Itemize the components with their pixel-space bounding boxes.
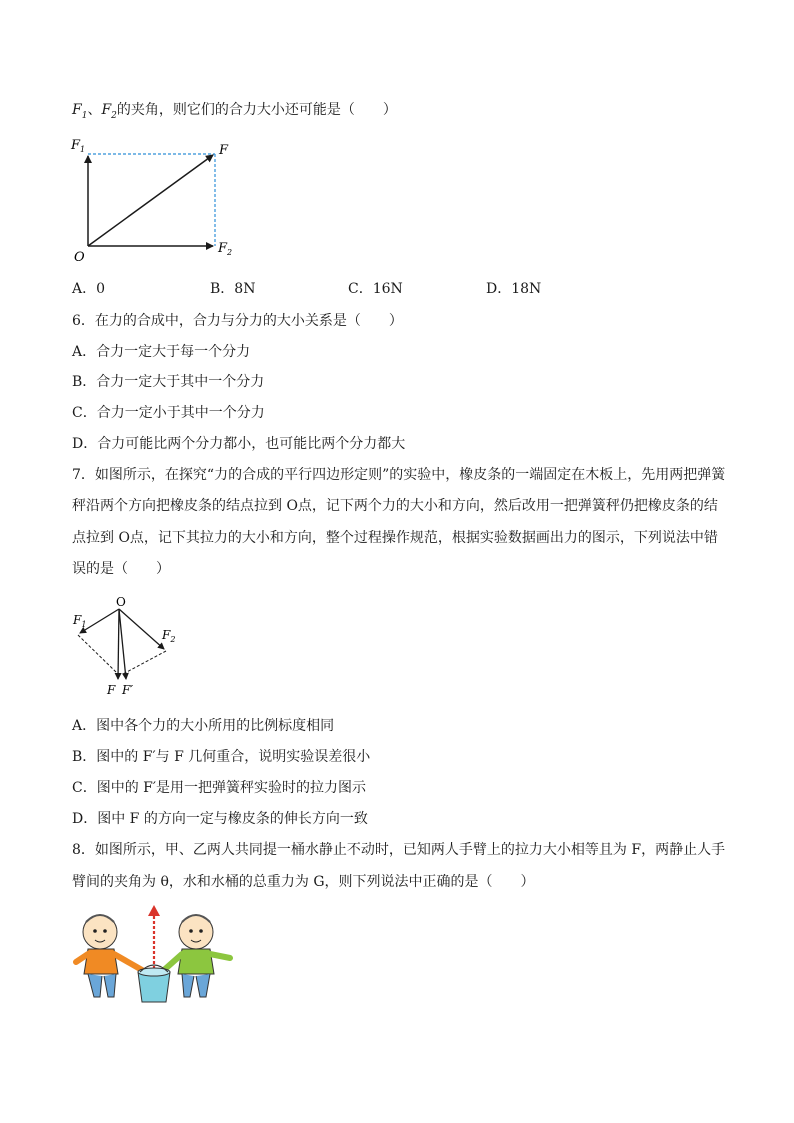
f-arrow — [118, 609, 119, 679]
var-f2: F — [101, 102, 112, 118]
q7-option-d: D．图中 F 的方向一定与橡皮条的伸长方向一致 — [72, 811, 368, 827]
label-f1: $F_1$ — [71, 138, 86, 154]
q7-stem-line-2: 秤沿两个方向把橡皮条的结点拉到 O点，记下两个力的大小和方向，然后改用一把弹簧秤仍把橡皮条的结 — [72, 498, 718, 514]
sub-1: 1 — [81, 110, 88, 121]
var-f1: F — [72, 102, 82, 118]
label-f2: $F_2$ — [218, 241, 233, 257]
q7-option-a: A．图中各个力的大小所用的比例标度相同 — [72, 718, 335, 734]
q5-option-b: B．8N — [210, 281, 256, 297]
label-f2: $F_2$ — [162, 628, 176, 644]
q5-stem-text: 的夹角，则它们的合力大小还可能是（ ） — [116, 102, 397, 118]
dashed-right — [123, 651, 166, 674]
q8-stem-line-2: 臂间的夹角为 θ，水和水桶的总重力为 G，则下列说法中正确的是（ ） — [72, 874, 535, 890]
q7-option-c: C．图中的 F′是用一把弹簧秤实验时的拉力图示 — [72, 780, 367, 796]
label-f: F — [219, 143, 229, 158]
sub-2: 2 — [111, 110, 117, 121]
q6-stem: 6．在力的合成中，合力与分力的大小关系是（ ） — [72, 313, 403, 329]
q8-stem-line-1: 8．如图所示，甲、乙两人共同提一桶水静止不动时，已知两人手臂上的拉力大小相等且为 F，两静止人手 — [72, 842, 726, 858]
label-o: O — [74, 250, 85, 265]
q8-illustration — [72, 902, 242, 1007]
f2-arrow — [119, 609, 164, 649]
f-arrow — [88, 155, 213, 246]
q7-stem-line-1: 7．如图所示，在探究“力的合成的平行四边形定则”的实验中，橡皮条的一端固定在木板上，先用两把弹簧 — [72, 467, 726, 483]
q7-option-b: B．图中的 F′与 F 几何重合，说明实验误差很小 — [72, 749, 371, 765]
q6-option-d: D．合力可能比两个分力都小，也可能比两个分力都大 — [72, 436, 406, 452]
dashed-left — [78, 635, 116, 672]
q5-option-d: D．18N — [486, 281, 542, 297]
q5-option-c: C．16N — [348, 281, 403, 297]
fprime-arrow — [119, 609, 126, 679]
separator: 、 — [87, 102, 102, 118]
label-f: F — [107, 683, 116, 697]
q6-option-c: C．合力一定小于其中一个分力 — [72, 405, 265, 421]
right-kid — [164, 915, 230, 997]
label-fprime: F′ — [122, 683, 134, 697]
q7-stem-line-4: 误的是（ ） — [72, 561, 170, 577]
q5-stem — [72, 100, 397, 126]
resultant-arrow-head — [148, 905, 160, 916]
q6-option-a: A．合力一定大于每一个分力 — [72, 344, 251, 360]
q7-force-diagram — [66, 594, 196, 704]
q5-force-diagram — [66, 132, 246, 267]
label-f1: $F_1$ — [73, 613, 87, 629]
q7-stem-line-3: 点拉到 O点，记下其拉力的大小和方向，整个过程操作规范，根据实验数据画出力的图示，下列说法中错 — [72, 530, 718, 546]
label-o: O — [116, 595, 126, 609]
left-kid — [76, 915, 142, 997]
q5-option-a: A．0 — [72, 281, 106, 297]
q6-option-b: B．合力一定大于其中一个分力 — [72, 374, 265, 390]
bucket — [138, 965, 170, 1002]
